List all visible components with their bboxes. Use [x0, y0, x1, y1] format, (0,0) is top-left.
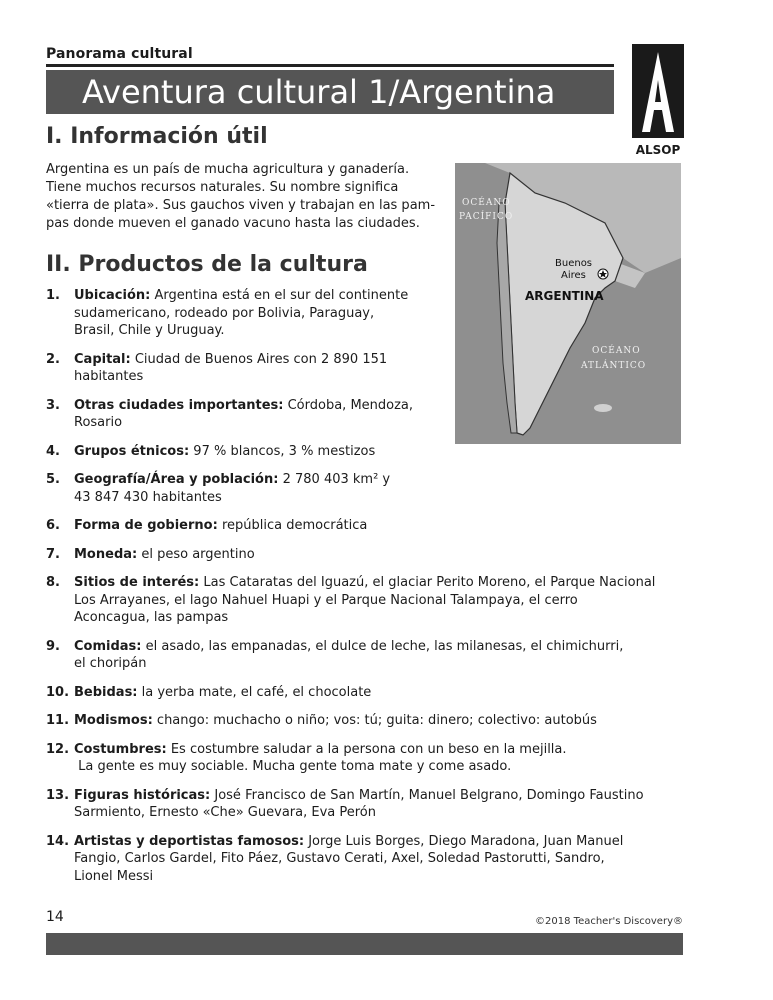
list-item [46, 351, 655, 386]
item-line: 97 % blancos, 3 % mestizos [193, 443, 376, 459]
intro-line: «tierra de plata». Sus gauchos viven y trabajan en las pam- [46, 198, 436, 213]
item-number: 6. [46, 518, 60, 533]
item-number: 11. [46, 713, 70, 728]
copyright: ©2018 Teacher's Discovery® [535, 916, 683, 927]
item-number: 5. [46, 472, 60, 487]
item-number: 1. [46, 288, 60, 303]
item-label: Moneda: [74, 546, 138, 562]
item-label: Bebidas: [74, 684, 138, 700]
item-label: Modismos: [74, 713, 153, 728]
city-label-2: Aires [561, 270, 586, 281]
item-line: 2 780 403 km² y [282, 472, 391, 487]
item-number: 4. [46, 443, 60, 459]
section-heading-informacion: I. Información útil [46, 124, 268, 149]
item-label: Geografía/Área y población: [74, 472, 279, 487]
list-item [46, 574, 655, 627]
item-label: Otras ciudades importantes: [74, 397, 284, 413]
footer-bar [46, 933, 683, 955]
item-line: Las Cataratas del Iguazú, el glaciar Perito Moreno, el Parque Nacional [203, 575, 656, 590]
alsop-logo [632, 44, 684, 160]
list-item [46, 638, 655, 673]
item-number: 13. [46, 787, 70, 803]
item-line: Es costumbre saludar a la persona con un beso en la mejilla. [170, 741, 567, 757]
page-title: Aventura cultural 1/Argentina [46, 70, 614, 114]
capital-star-icon [598, 269, 608, 279]
item-label: Grupos étnicos: [74, 443, 190, 459]
item-label: Sitios de interés: [74, 575, 200, 590]
list-item [46, 787, 655, 822]
title-rule [46, 64, 614, 67]
item-label: Figuras históricas: [74, 787, 211, 803]
item-line: república democrática [221, 518, 368, 533]
list-item [46, 741, 655, 776]
item-line: Rosario [74, 415, 123, 430]
list-item [46, 471, 655, 506]
item-line: Córdoba, Mendoza, [287, 397, 414, 413]
item-number: 9. [46, 638, 60, 654]
page-number: 14 [46, 909, 64, 925]
products-list [46, 287, 655, 896]
item-number: 12. [46, 741, 70, 757]
item-line: Aconcagua, las pampas [74, 610, 229, 625]
atlantic-label-2: ATLÁNTICO [581, 361, 647, 371]
list-item [46, 833, 655, 886]
intro-line: pas donde mueven el ganado vacuno hasta las ciudades. [46, 216, 420, 231]
item-label: Comidas: [74, 638, 142, 654]
pacific-label-1: OCÉANO [462, 198, 511, 208]
item-label: Ubicación: [74, 288, 151, 303]
list-item [46, 712, 655, 730]
item-line: sudamericano, rodeado por Bolivia, Paraguay, [74, 305, 375, 321]
list-item [46, 684, 655, 702]
logo-text: ALSOP [635, 143, 681, 157]
list-item [46, 287, 655, 340]
item-number: 8. [46, 575, 60, 590]
intro-line: Tiene muchos recursos naturales. Su nombre significa [46, 180, 399, 195]
item-line: el peso argentino [141, 546, 255, 562]
list-item [46, 546, 655, 564]
intro-paragraph [46, 161, 446, 233]
section-heading-productos: II. Productos de la cultura [46, 252, 368, 277]
item-line: el asado, las empanadas, el dulce de leche, las milanesas, el chimichurri, [145, 638, 624, 654]
list-item [46, 443, 655, 461]
item-line: Los Arrayanes, el lago Nahuel Huapi y el Parque Nacional Talampaya, el cerro [74, 592, 578, 608]
item-line: Brasil, Chile y Uruguay. [74, 323, 225, 338]
pacific-label-2: PACÍFICO [459, 212, 514, 222]
item-label: Costumbres: [74, 741, 167, 757]
item-line: Ciudad de Buenos Aires con 2 890 151 [134, 351, 388, 367]
section-label: Panorama cultural [46, 46, 193, 62]
item-line: Fangio, Carlos Gardel, Fito Páez, Gustavo Cerati, Axel, Soledad Pastorutti, Sandro, [74, 851, 605, 866]
item-line: Sarmiento, Ernesto «Che» Guevara, Eva Perón [74, 805, 376, 820]
item-label: Capital: [74, 351, 131, 367]
item-line: Jorge Luis Borges, Diego Maradona, Juan Manuel [308, 833, 624, 849]
item-label: Forma de gobierno: [74, 518, 218, 533]
item-number: 3. [46, 397, 60, 413]
item-line: José Francisco de San Martín, Manuel Belgrano, Domingo Faustino [214, 787, 644, 803]
item-line: 43 847 430 habitantes [74, 489, 222, 505]
item-number: 7. [46, 546, 60, 562]
intro-line: Argentina es un país de mucha agricultura y ganadería. [46, 162, 410, 177]
item-line: chango: muchacho o niño; vos: tú; guita: dinero; colectivo: autobús [156, 713, 597, 728]
item-line: el choripán [74, 656, 147, 671]
item-line: Argentina está en el sur del continente [154, 288, 409, 303]
atlantic-label-1: OCÉANO [592, 346, 641, 356]
item-line: la yerba mate, el café, el chocolate [141, 684, 372, 700]
list-item [46, 397, 655, 432]
city-label-1: Buenos [555, 258, 593, 269]
item-label: Artistas y deportistas famosos: [74, 833, 305, 849]
item-line: La gente es muy sociable. Mucha gente toma mate y come asado. [74, 759, 512, 774]
list-item [46, 517, 655, 535]
item-line: Lionel Messi [74, 868, 154, 884]
country-label: ARGENTINA [525, 289, 604, 303]
item-line: habitantes [74, 369, 144, 384]
item-number: 10. [46, 684, 70, 700]
item-number: 14. [46, 833, 70, 849]
item-number: 2. [46, 351, 60, 367]
